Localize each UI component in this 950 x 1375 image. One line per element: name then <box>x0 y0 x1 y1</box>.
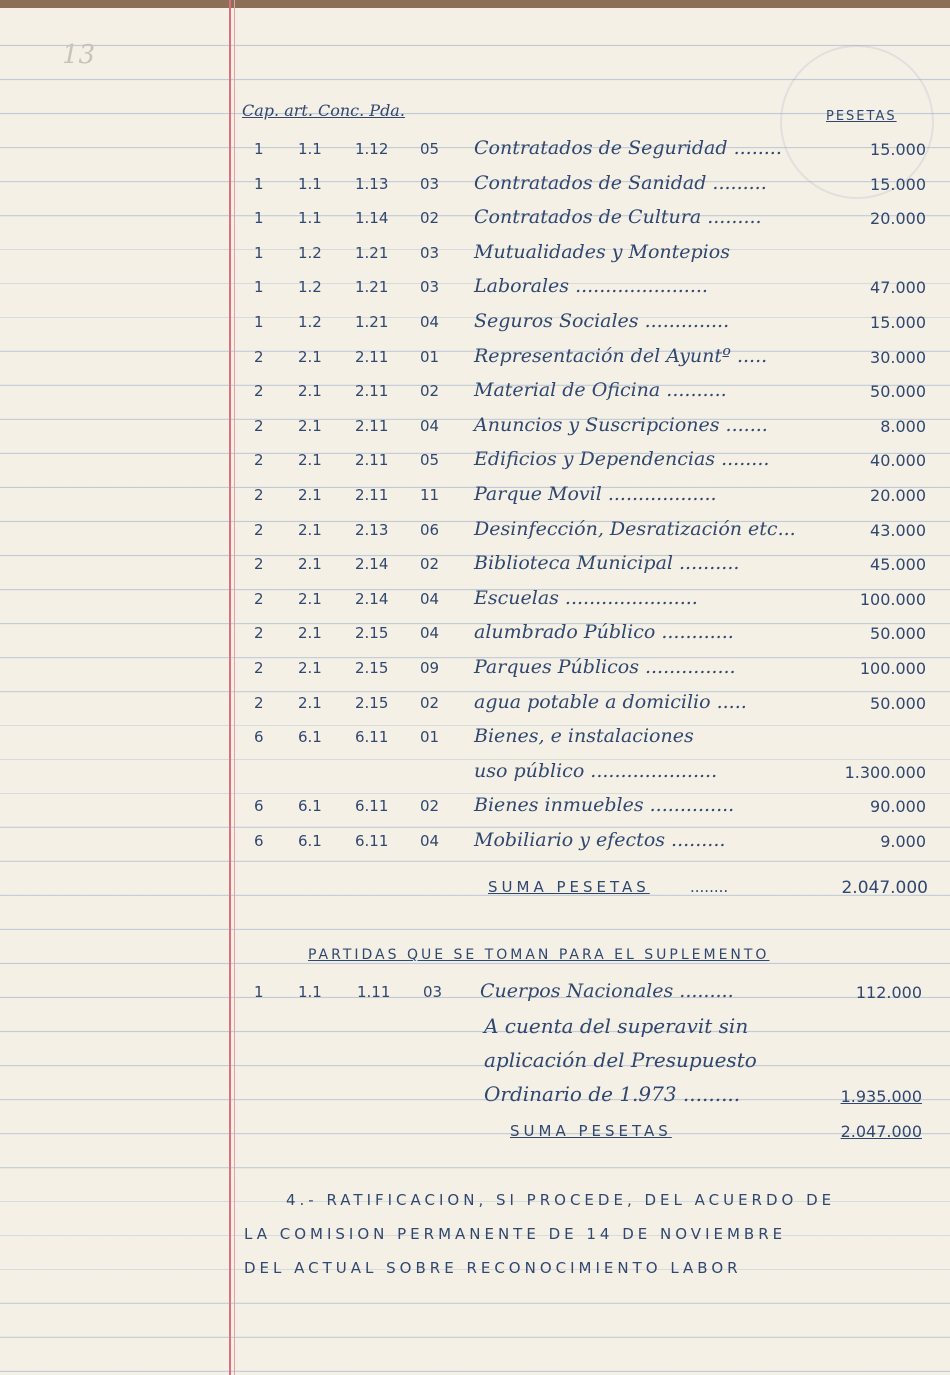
row-cap: 6 <box>254 832 264 850</box>
row-amount: 40.000 <box>870 451 926 470</box>
row-conc: 6.11 <box>355 797 389 815</box>
row-conc: 2.13 <box>355 521 389 539</box>
row-cap: 2 <box>254 659 264 677</box>
amount-header: PESETAS <box>826 109 897 124</box>
row-art: 1.1 <box>298 175 322 193</box>
row-desc: alumbrado Público ............ <box>474 621 734 643</box>
partida-conc: 1.11 <box>357 983 391 1001</box>
row-desc: Mobiliario y efectos ......... <box>474 829 726 851</box>
partida-cap: 1 <box>254 983 264 1001</box>
row-art: 2.1 <box>298 555 322 573</box>
row-art: 1.2 <box>298 313 322 331</box>
margin-line-secondary <box>234 0 235 1375</box>
row-amount: 20.000 <box>870 486 926 505</box>
page-top-edge <box>0 0 950 8</box>
row-amount: 30.000 <box>870 348 926 367</box>
row-art: 2.1 <box>298 451 322 469</box>
row-art: 6.1 <box>298 832 322 850</box>
row-conc: 2.14 <box>355 555 389 573</box>
row-conc: 2.11 <box>355 382 389 400</box>
footer-line-3: DEL ACTUAL SOBRE RECONOCIMIENTO LABOR <box>244 1259 742 1277</box>
margin-line <box>229 0 231 1375</box>
row-pda: 11 <box>420 486 440 504</box>
row-art: 2.1 <box>298 417 322 435</box>
row-conc: 2.15 <box>355 659 389 677</box>
row-conc: 2.11 <box>355 348 389 366</box>
row-amount: 15.000 <box>870 175 926 194</box>
cuenta-line-3: Ordinario de 1.973 ......... <box>484 1082 741 1106</box>
row-desc: Representación del Ayuntº ..... <box>474 345 768 367</box>
row-cap: 1 <box>254 209 264 227</box>
row-pda: 04 <box>420 624 440 642</box>
row-pda: 01 <box>420 728 440 746</box>
partida-art: 1.1 <box>298 983 322 1001</box>
row-amount: 100.000 <box>859 659 926 678</box>
row-pda: 03 <box>420 278 440 296</box>
row-pda: 02 <box>420 694 440 712</box>
row-amount: 45.000 <box>870 555 926 574</box>
row-conc: 6.11 <box>355 728 389 746</box>
row-desc: Contratados de Cultura ......... <box>474 206 762 228</box>
partida-desc: Cuerpos Nacionales ......... <box>480 980 734 1002</box>
column-headers: Cap. art. Conc. Pda. <box>242 101 405 120</box>
row-cap: 2 <box>254 486 264 504</box>
row-desc: Bienes inmuebles .............. <box>474 794 735 816</box>
row-cap: 2 <box>254 417 264 435</box>
row-pda: 03 <box>420 244 440 262</box>
row-art: 1.2 <box>298 244 322 262</box>
row-art: 2.1 <box>298 659 322 677</box>
total-amount: 2.047.000 <box>841 878 928 898</box>
row-desc: Seguros Sociales .............. <box>474 310 730 332</box>
row-desc: Edificios y Dependencias ........ <box>474 448 770 470</box>
row-conc: 2.14 <box>355 590 389 608</box>
row-amount: 90.000 <box>870 797 926 816</box>
row-pda: 04 <box>420 313 440 331</box>
total-dots: ........ <box>690 878 729 896</box>
row-conc: 2.11 <box>355 486 389 504</box>
row-pda: 04 <box>420 417 440 435</box>
row-conc: 1.12 <box>355 140 389 158</box>
footer-line-2: LA COMISION PERMANENTE DE 14 DE NOVIEMBRE <box>244 1225 787 1243</box>
row-cap: 2 <box>254 694 264 712</box>
row-pda: 04 <box>420 832 440 850</box>
cuenta-amount: 1.935.000 <box>840 1087 922 1106</box>
row-amount: 15.000 <box>870 140 926 159</box>
row-desc: Contratados de Seguridad ........ <box>474 137 782 159</box>
partida-pda: 03 <box>423 983 443 1001</box>
row-cap: 2 <box>254 624 264 642</box>
row-cap: 6 <box>254 728 264 746</box>
row-art: 2.1 <box>298 624 322 642</box>
row-art: 6.1 <box>298 728 322 746</box>
partidas-heading: PARTIDAS QUE SE TOMAN PARA EL SUPLEMENTO <box>308 947 770 963</box>
row-art: 6.1 <box>298 797 322 815</box>
row-pda: 05 <box>420 140 440 158</box>
row-conc: 2.11 <box>355 451 389 469</box>
row-pda: 02 <box>420 555 440 573</box>
row-amount: 50.000 <box>870 382 926 401</box>
row-cap: 2 <box>254 590 264 608</box>
row-conc: 1.21 <box>355 244 389 262</box>
row-cap: 1 <box>254 313 264 331</box>
row-art: 1.1 <box>298 209 322 227</box>
row-conc: 1.21 <box>355 313 389 331</box>
row-amount: 8.000 <box>880 417 926 436</box>
row-cap: 2 <box>254 451 264 469</box>
row-desc: Parque Movil .................. <box>474 483 717 505</box>
row-pda: 01 <box>420 348 440 366</box>
row-pda: 04 <box>420 590 440 608</box>
partida-amount: 112.000 <box>855 983 922 1002</box>
row-desc: Biblioteca Municipal .......... <box>474 552 740 574</box>
row-conc: 1.13 <box>355 175 389 193</box>
row-amount: 20.000 <box>870 209 926 228</box>
row-desc: Escuelas ...................... <box>474 587 698 609</box>
row-desc: Desinfección, Desratización etc... <box>474 518 796 540</box>
row-desc: Anuncios y Suscripciones ....... <box>474 414 768 436</box>
row-cap: 1 <box>254 244 264 262</box>
row-cap: 1 <box>254 175 264 193</box>
total2-label: SUMA PESETAS <box>510 1122 672 1140</box>
row-desc: agua potable a domicilio ..... <box>474 691 747 713</box>
row-desc: Mutualidades y Montepios <box>474 241 730 263</box>
row-cap: 6 <box>254 797 264 815</box>
row-pda: 02 <box>420 209 440 227</box>
row-cap: 1 <box>254 278 264 296</box>
row-amount: 43.000 <box>870 521 926 540</box>
total2-amount: 2.047.000 <box>840 1122 922 1141</box>
row-cap: 1 <box>254 140 264 158</box>
row-conc: 2.11 <box>355 417 389 435</box>
row-amount: 1.300.000 <box>844 763 926 782</box>
row-amount: 9.000 <box>880 832 926 851</box>
row-amount: 100.000 <box>859 590 926 609</box>
row-art: 1.2 <box>298 278 322 296</box>
row-art: 1.1 <box>298 140 322 158</box>
row-conc: 1.21 <box>355 278 389 296</box>
row-desc: Parques Públicos ............... <box>474 656 736 678</box>
row-art: 2.1 <box>298 590 322 608</box>
row-pda: 09 <box>420 659 440 677</box>
row-cap: 2 <box>254 521 264 539</box>
cuenta-line-1: A cuenta del superavit sin <box>484 1014 749 1038</box>
row-cap: 2 <box>254 348 264 366</box>
row-conc: 6.11 <box>355 832 389 850</box>
footer-line-1: 4.- RATIFICACION, SI PROCEDE, DEL ACUERDO DE <box>286 1191 836 1209</box>
row-cap: 2 <box>254 555 264 573</box>
row-conc: 2.15 <box>355 694 389 712</box>
row-art: 2.1 <box>298 521 322 539</box>
row-desc: uso público ..................... <box>474 760 718 782</box>
row-art: 2.1 <box>298 694 322 712</box>
cuenta-line-2: aplicación del Presupuesto <box>484 1048 757 1072</box>
row-pda: 02 <box>420 382 440 400</box>
row-desc: Laborales ...................... <box>474 275 708 297</box>
row-art: 2.1 <box>298 382 322 400</box>
row-amount: 15.000 <box>870 313 926 332</box>
row-pda: 06 <box>420 521 440 539</box>
row-desc: Contratados de Sanidad ......... <box>474 172 767 194</box>
row-amount: 47.000 <box>870 278 926 297</box>
row-conc: 1.14 <box>355 209 389 227</box>
row-pda: 03 <box>420 175 440 193</box>
row-pda: 05 <box>420 451 440 469</box>
row-art: 2.1 <box>298 486 322 504</box>
row-conc: 2.15 <box>355 624 389 642</box>
row-art: 2.1 <box>298 348 322 366</box>
page-number: 13 <box>62 40 96 70</box>
total-label: SUMA PESETAS <box>488 878 650 896</box>
row-cap: 2 <box>254 382 264 400</box>
row-amount: 50.000 <box>870 694 926 713</box>
row-desc: Material de Oficina .......... <box>474 379 727 401</box>
row-pda: 02 <box>420 797 440 815</box>
row-amount: 50.000 <box>870 624 926 643</box>
row-desc: Bienes, e instalaciones <box>474 725 694 747</box>
